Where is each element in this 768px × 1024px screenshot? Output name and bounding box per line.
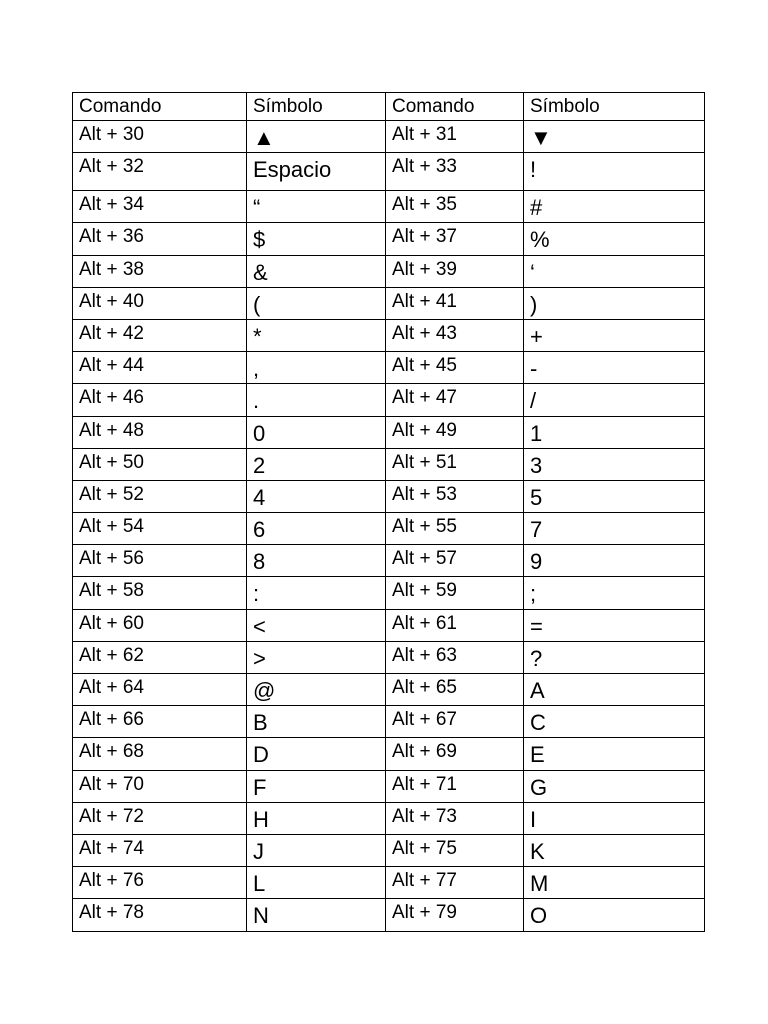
symbol-cell: C [524,706,705,738]
table-row [73,191,705,223]
command-cell: Alt + 74 [73,834,247,866]
symbol-cell: ) [524,287,705,319]
symbol-cell: 4 [247,480,386,512]
symbol-cell: G [524,770,705,802]
symbol-cell: ( [247,287,386,319]
command-cell: Alt + 77 [386,867,524,899]
symbol-cell: - [524,352,705,384]
command-cell: Alt + 65 [386,674,524,706]
symbol-cell: E [524,738,705,770]
alt-code-table [72,92,705,932]
symbol-cell: L [247,867,386,899]
command-cell: Alt + 34 [73,191,247,223]
symbol-cell: 9 [524,545,705,577]
command-cell: Alt + 41 [386,287,524,319]
command-cell: Alt + 54 [73,513,247,545]
symbol-cell: = [524,609,705,641]
symbol-cell: 5 [524,480,705,512]
command-cell: Alt + 30 [73,121,247,153]
table-row [73,770,705,802]
command-cell: Alt + 32 [73,153,247,191]
command-cell: Alt + 36 [73,223,247,255]
symbol-cell: % [524,223,705,255]
symbol-cell: @ [247,674,386,706]
header-symbol-2: Símbolo [524,93,705,121]
table-row [73,480,705,512]
table-row [73,416,705,448]
symbol-cell: 6 [247,513,386,545]
symbol-cell: & [247,255,386,287]
command-cell: Alt + 55 [386,513,524,545]
header-command-2: Comando [386,93,524,121]
table-row [73,738,705,770]
table-row [73,674,705,706]
table-row [73,255,705,287]
command-cell: Alt + 47 [386,384,524,416]
table-header-row [73,93,705,121]
table-row [73,545,705,577]
symbol-cell: $ [247,223,386,255]
symbol-cell: 8 [247,545,386,577]
table-row [73,899,705,931]
command-cell: Alt + 66 [73,706,247,738]
header-symbol-1: Símbolo [247,93,386,121]
table-row [73,153,705,191]
command-cell: Alt + 40 [73,287,247,319]
table-row [73,513,705,545]
symbol-cell: F [247,770,386,802]
command-cell: Alt + 45 [386,352,524,384]
table-row [73,384,705,416]
command-cell: Alt + 67 [386,706,524,738]
table-row [73,706,705,738]
command-cell: Alt + 31 [386,121,524,153]
symbol-cell: ? [524,641,705,673]
command-cell: Alt + 62 [73,641,247,673]
symbol-cell: I [524,802,705,834]
symbol-cell: M [524,867,705,899]
command-cell: Alt + 42 [73,319,247,351]
table-row [73,319,705,351]
table-row [73,223,705,255]
command-cell: Alt + 51 [386,448,524,480]
command-cell: Alt + 33 [386,153,524,191]
command-cell: Alt + 64 [73,674,247,706]
symbol-cell: / [524,384,705,416]
symbol-cell: . [247,384,386,416]
table-row [73,287,705,319]
command-cell: Alt + 53 [386,480,524,512]
command-cell: Alt + 39 [386,255,524,287]
table-row [73,641,705,673]
command-cell: Alt + 46 [73,384,247,416]
command-cell: Alt + 38 [73,255,247,287]
command-cell: Alt + 49 [386,416,524,448]
command-cell: Alt + 75 [386,834,524,866]
symbol-cell: : [247,577,386,609]
symbol-cell: Espacio [247,153,386,191]
symbol-cell: # [524,191,705,223]
symbol-cell: ‘ [524,255,705,287]
symbol-cell: ▼ [524,121,705,153]
symbol-cell: ! [524,153,705,191]
command-cell: Alt + 52 [73,480,247,512]
symbol-cell: B [247,706,386,738]
symbol-cell: ; [524,577,705,609]
command-cell: Alt + 68 [73,738,247,770]
symbol-cell: J [247,834,386,866]
command-cell: Alt + 60 [73,609,247,641]
table-row [73,577,705,609]
symbol-cell: + [524,319,705,351]
command-cell: Alt + 58 [73,577,247,609]
command-cell: Alt + 76 [73,867,247,899]
table-row [73,121,705,153]
table-row [73,609,705,641]
command-cell: Alt + 78 [73,899,247,931]
command-cell: Alt + 71 [386,770,524,802]
command-cell: Alt + 63 [386,641,524,673]
symbol-cell: N [247,899,386,931]
symbol-cell: D [247,738,386,770]
symbol-cell: , [247,352,386,384]
command-cell: Alt + 72 [73,802,247,834]
command-cell: Alt + 73 [386,802,524,834]
command-cell: Alt + 44 [73,352,247,384]
symbol-cell: 7 [524,513,705,545]
symbol-cell: H [247,802,386,834]
table-row [73,802,705,834]
command-cell: Alt + 50 [73,448,247,480]
symbol-cell: “ [247,191,386,223]
command-cell: Alt + 59 [386,577,524,609]
command-cell: Alt + 69 [386,738,524,770]
command-cell: Alt + 37 [386,223,524,255]
table-body [73,93,705,932]
symbol-cell: < [247,609,386,641]
symbol-cell: 1 [524,416,705,448]
table-row [73,867,705,899]
table-row [73,352,705,384]
symbol-cell: ▲ [247,121,386,153]
table-row [73,448,705,480]
symbol-cell: O [524,899,705,931]
symbol-cell: 3 [524,448,705,480]
command-cell: Alt + 35 [386,191,524,223]
symbol-cell: A [524,674,705,706]
symbol-cell: K [524,834,705,866]
command-cell: Alt + 56 [73,545,247,577]
symbol-cell: * [247,319,386,351]
command-cell: Alt + 61 [386,609,524,641]
command-cell: Alt + 70 [73,770,247,802]
command-cell: Alt + 57 [386,545,524,577]
symbol-cell: 2 [247,448,386,480]
table-row [73,834,705,866]
command-cell: Alt + 48 [73,416,247,448]
command-cell: Alt + 43 [386,319,524,351]
command-cell: Alt + 79 [386,899,524,931]
symbol-cell: > [247,641,386,673]
symbol-cell: 0 [247,416,386,448]
header-command-1: Comando [73,93,247,121]
